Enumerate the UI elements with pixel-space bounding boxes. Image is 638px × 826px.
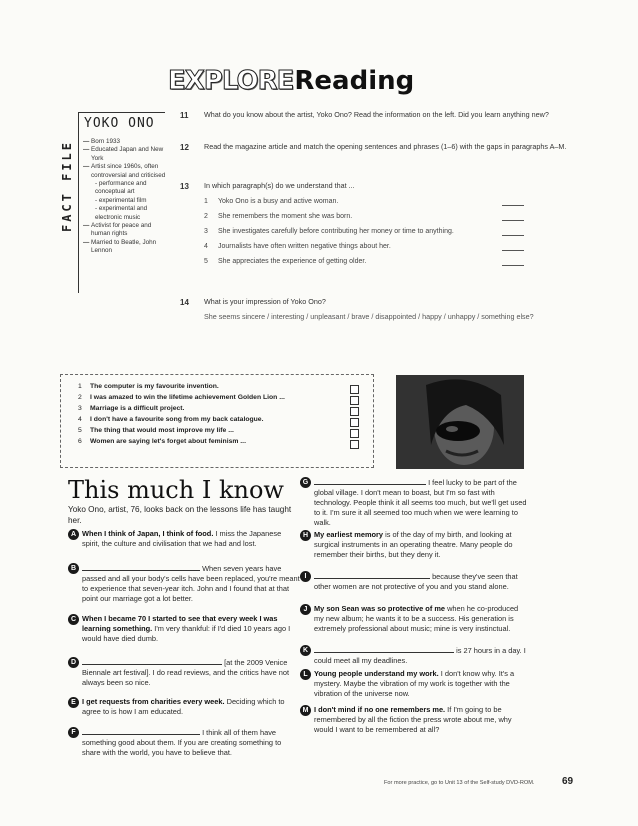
paragraph-k: is 27 hours in a day. I could meet all my deadlines. <box>314 646 526 665</box>
fact-file-label: FACT FILE <box>60 140 74 233</box>
fact-item: — Married to Beatle, John Lennon <box>84 239 166 256</box>
sentence-item: 4 I don't have a favourite song from my back catalogue. <box>78 416 264 423</box>
fact-item: — Educated Japan and New York <box>84 146 166 163</box>
sentence-item: 5 The thing that would most improve my life ... <box>78 427 234 434</box>
gap-blank[interactable] <box>314 477 426 485</box>
gap-blank[interactable] <box>82 657 222 665</box>
answer-box[interactable] <box>350 440 359 449</box>
yoko-ono-photo <box>396 375 524 469</box>
answer-blank[interactable] <box>502 257 524 266</box>
answer-box[interactable] <box>350 385 359 394</box>
question-text: In which paragraph(s) do we understand that ... <box>204 181 355 190</box>
fact-item: — Activist for peace and human rights <box>84 222 166 239</box>
fact-item: — Artist since 1960s, often controversial and criticised <box>84 163 166 180</box>
answer-blank[interactable] <box>502 197 524 206</box>
paragraph-g: I feel lucky to be part of the global village. I don't mean to boast, but I'm so fast with technology. People think it all seems too much, but we'll get used to it. I'm sure it all seemed too much when we were learning to walk. <box>314 478 527 527</box>
paragraph-m: I don't mind if no one remembers me. If I'm going to be remembered by all the fiction the press wrote about me, why would I want to be remembered at all? <box>314 705 512 734</box>
answer-blank[interactable] <box>502 212 524 221</box>
footer-note: For more practice, go to Unit 13 of the Self-study DVD-ROM. <box>384 780 535 786</box>
sentence-item: 3 Marriage is a difficult project. <box>78 405 185 412</box>
fact-subitem: - experimental and electronic music <box>95 205 148 221</box>
fact-subitem: - experimental film <box>95 196 147 204</box>
question-text: What do you know about the artist, Yoko Ono? Read the information on the left. Did you learn anything new? <box>204 110 549 119</box>
answer-box[interactable] <box>350 396 359 405</box>
header-explore: EXPLORE <box>168 66 294 96</box>
q13-statement: 5 She appreciates the experience of getting older. <box>204 257 524 267</box>
fact-item: — Born 1933 <box>84 138 166 146</box>
paragraph-badge: G <box>300 477 311 488</box>
paragraph-badge: J <box>300 604 311 615</box>
paragraph-badge: F <box>68 727 79 738</box>
paragraph-i: because they've seen that other women are not protective of you and you stand alone. <box>314 572 518 591</box>
answer-box[interactable] <box>350 429 359 438</box>
answer-box[interactable] <box>350 407 359 416</box>
question-number: 11 <box>180 111 189 120</box>
gap-blank[interactable] <box>314 645 454 653</box>
answer-blank[interactable] <box>502 242 524 251</box>
sentence-item: 2 I was amazed to win the lifetime achievement Golden Lion ... <box>78 394 285 401</box>
header-reading: Reading <box>294 66 415 96</box>
question-number: 13 <box>180 182 189 191</box>
gap-blank[interactable] <box>82 727 200 735</box>
sentence-list <box>78 381 348 447</box>
paragraph-badge: H <box>300 530 311 541</box>
question-number: 14 <box>180 298 189 307</box>
q13-statement: 2 She remembers the moment she was born. <box>204 212 524 222</box>
paragraph-badge: I <box>300 571 311 582</box>
answer-box[interactable] <box>350 418 359 427</box>
paragraph-badge: M <box>300 705 311 716</box>
paragraph-badge: B <box>68 563 79 574</box>
question-text: What is your impression of Yoko Ono? <box>204 297 326 306</box>
question-text: Read the magazine article and match the opening sentences and phrases (1–6) with the gaps in paragraphs A–M. <box>204 142 567 151</box>
gap-blank[interactable] <box>314 571 430 579</box>
paragraph-badge: C <box>68 614 79 625</box>
sentence-item: 6 Women are saying let's forget about feminism ... <box>78 438 246 445</box>
paragraph-badge: K <box>300 645 311 656</box>
q13-statement-list <box>204 197 524 272</box>
paragraph-badge: L <box>300 669 311 680</box>
answer-blank[interactable] <box>502 227 524 236</box>
paragraph-e: I get requests from charities every week. Deciding which to agree to is how I am educated. <box>82 697 285 716</box>
q13-statement: 4 Journalists have often written negative things about her. <box>204 242 524 252</box>
paragraph-a: When I think of Japan, I think of food. I miss the Japanese spirit, the culture and civilisation that we had and lost. <box>82 529 282 548</box>
q13-statement: 1 Yoko Ono is a busy and active woman. <box>204 197 524 207</box>
fact-file-list <box>84 138 166 256</box>
paragraph-j: My son Sean was so protective of me when he co-produced my new album; he wants it to be a success. His generation is extremely professional about music; mine is very instinctual. <box>314 604 519 633</box>
q13-statement: 3 She investigates carefully before contributing her money or time to anything. <box>204 227 524 237</box>
question-number: 12 <box>180 143 189 152</box>
question-answer-options: She seems sincere / interesting / unpleasant / brave / disappointed / happy / unhappy / something else? <box>204 312 534 321</box>
page-number: 69 <box>562 776 574 787</box>
paragraph-l: Young people understand my work. I don't know why. It's a mystery. Maybe the vibration of my work is together with the vibration of the universe now. <box>314 669 515 698</box>
section-header <box>168 63 415 99</box>
article-intro: Yoko Ono, artist, 76, looks back on the lessons life has taught her. <box>68 505 292 525</box>
sentence-item: 1 The computer is my favourite invention. <box>78 383 219 390</box>
paragraph-h: My earliest memory is of the day of my birth, and looking at surgical instruments in an operating theatre. Many people do remember their births, but they deny it. <box>314 530 513 559</box>
paragraph-d: [at the 2009 Venice Biennale art festival]. I do read reviews, and the critics have not always been so nice. <box>82 658 290 687</box>
fact-subitem: - performance and conceptual art <box>95 180 147 196</box>
paragraph-c: When I became 70 I started to see that every week I was learning something. I'm very thankful: if I'd died 10 years ago I would have died dumb. <box>82 614 291 643</box>
paragraph-b: When seven years have passed and all your body's cells have been replaced, you're meant to experience that seven-year itch. John and I found that at that point our marriage got a lot better. <box>82 564 300 603</box>
gap-blank[interactable] <box>82 563 200 571</box>
paragraph-badge: E <box>68 697 79 708</box>
paragraph-badge: D <box>68 657 79 668</box>
article-title: This much I know <box>68 476 284 504</box>
paragraph-f: I think all of them have something good about them. If you are creating something to share with the world, you have to believe that. <box>82 728 282 757</box>
fact-file-name: YOKO ONO <box>84 116 155 131</box>
paragraph-badge: A <box>68 529 79 540</box>
